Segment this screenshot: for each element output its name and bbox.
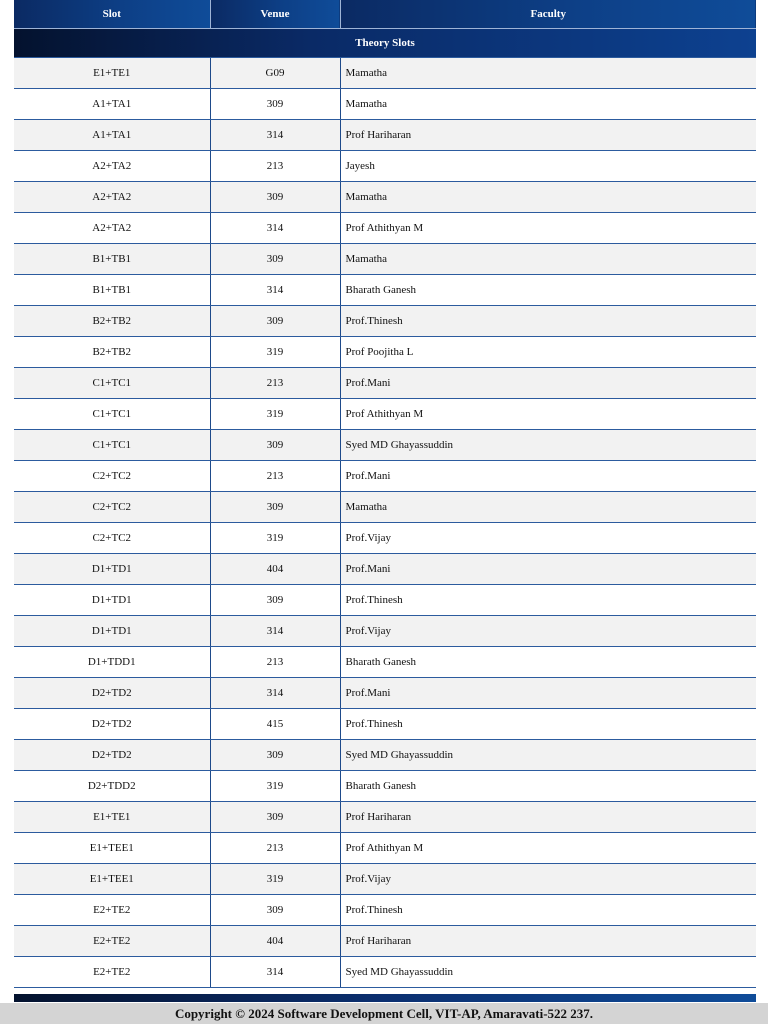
slot-cell: E1+TEE1 (14, 864, 210, 895)
faculty-cell: Prof.Thinesh (340, 306, 756, 337)
table-row (14, 213, 756, 244)
slot-cell: D2+TD2 (14, 678, 210, 709)
footer-copyright: Copyright © 2024 Software Development Cell, VIT-AP, Amaravati-522 237. (0, 1003, 768, 1024)
slot-cell: A1+TA1 (14, 120, 210, 151)
slot-cell: C1+TC1 (14, 430, 210, 461)
faculty-cell: Bharath Ganesh (340, 771, 756, 802)
table-row (14, 771, 756, 802)
venue-column-header: Venue (210, 0, 340, 29)
slot-cell: E2+TE2 (14, 895, 210, 926)
venue-cell: 319 (210, 523, 340, 554)
table-row (14, 275, 756, 306)
venue-cell: 213 (210, 833, 340, 864)
venue-cell: 309 (210, 430, 340, 461)
slot-cell: E1+TE1 (14, 802, 210, 833)
slot-cell: E1+TE1 (14, 58, 210, 89)
venue-cell: G09 (210, 58, 340, 89)
slot-column-header: Slot (14, 0, 210, 29)
table-row (14, 678, 756, 709)
slot-cell: A2+TA2 (14, 213, 210, 244)
slot-cell: A2+TA2 (14, 182, 210, 213)
faculty-cell: Prof Hariharan (340, 926, 756, 957)
table-body (14, 29, 756, 988)
table-bottom-bar (14, 994, 756, 1002)
table-row (14, 430, 756, 461)
faculty-cell: Mamatha (340, 244, 756, 275)
slot-cell: D2+TD2 (14, 740, 210, 771)
venue-cell: 309 (210, 740, 340, 771)
slot-cell: D2+TD2 (14, 709, 210, 740)
faculty-cell: Prof.Mani (340, 461, 756, 492)
venue-cell: 213 (210, 647, 340, 678)
venue-cell: 404 (210, 926, 340, 957)
section-title-theory-slots: Theory Slots (14, 29, 756, 58)
faculty-cell: Prof Hariharan (340, 802, 756, 833)
venue-cell: 213 (210, 461, 340, 492)
venue-cell: 309 (210, 89, 340, 120)
faculty-cell: Prof Poojitha L (340, 337, 756, 368)
faculty-cell: Prof Hariharan (340, 120, 756, 151)
faculty-cell: Prof.Thinesh (340, 585, 756, 616)
faculty-cell: Mamatha (340, 492, 756, 523)
venue-cell: 415 (210, 709, 340, 740)
faculty-cell: Prof Athithyan M (340, 833, 756, 864)
table-row (14, 647, 756, 678)
venue-cell: 404 (210, 554, 340, 585)
venue-cell: 309 (210, 306, 340, 337)
venue-cell: 309 (210, 182, 340, 213)
table-row (14, 554, 756, 585)
faculty-cell: Syed MD Ghayassuddin (340, 957, 756, 988)
venue-cell: 213 (210, 151, 340, 182)
section-row (14, 29, 756, 58)
faculty-cell: Prof Athithyan M (340, 399, 756, 430)
table-row (14, 306, 756, 337)
faculty-cell: Prof.Vijay (340, 864, 756, 895)
slot-cell: D1+TD1 (14, 554, 210, 585)
venue-cell: 314 (210, 213, 340, 244)
venue-cell: 314 (210, 275, 340, 306)
faculty-cell: Prof.Mani (340, 678, 756, 709)
slot-cell: E2+TE2 (14, 926, 210, 957)
table-row (14, 492, 756, 523)
faculty-slot-table (14, 0, 756, 988)
slot-cell: A1+TA1 (14, 89, 210, 120)
table-row (14, 523, 756, 554)
venue-cell: 309 (210, 802, 340, 833)
venue-cell: 309 (210, 585, 340, 616)
slot-cell: D1+TDD1 (14, 647, 210, 678)
table-row (14, 926, 756, 957)
table-row (14, 740, 756, 771)
table-row (14, 802, 756, 833)
table-row (14, 461, 756, 492)
venue-cell: 314 (210, 616, 340, 647)
slot-cell: C2+TC2 (14, 492, 210, 523)
venue-cell: 319 (210, 399, 340, 430)
faculty-cell: Syed MD Ghayassuddin (340, 740, 756, 771)
table-row (14, 833, 756, 864)
table-row (14, 585, 756, 616)
faculty-cell: Bharath Ganesh (340, 275, 756, 306)
slot-cell: C2+TC2 (14, 461, 210, 492)
venue-cell: 314 (210, 957, 340, 988)
faculty-cell: Prof.Vijay (340, 616, 756, 647)
table-row (14, 399, 756, 430)
slot-cell: E2+TE2 (14, 957, 210, 988)
venue-cell: 319 (210, 771, 340, 802)
table-header (14, 0, 756, 29)
faculty-cell: Jayesh (340, 151, 756, 182)
table-row (14, 89, 756, 120)
venue-cell: 319 (210, 864, 340, 895)
venue-cell: 309 (210, 895, 340, 926)
faculty-cell: Mamatha (340, 89, 756, 120)
slot-cell: C1+TC1 (14, 368, 210, 399)
venue-cell: 319 (210, 337, 340, 368)
table-row (14, 58, 756, 89)
slot-cell: A2+TA2 (14, 151, 210, 182)
slot-cell: D2+TDD2 (14, 771, 210, 802)
table-row (14, 709, 756, 740)
slot-cell: C1+TC1 (14, 399, 210, 430)
faculty-cell: Bharath Ganesh (340, 647, 756, 678)
table-row (14, 120, 756, 151)
table-row (14, 368, 756, 399)
table-row (14, 616, 756, 647)
faculty-cell: Syed MD Ghayassuddin (340, 430, 756, 461)
venue-cell: 314 (210, 678, 340, 709)
faculty-cell: Prof.Mani (340, 554, 756, 585)
faculty-column-header: Faculty (340, 0, 756, 29)
faculty-cell: Prof.Mani (340, 368, 756, 399)
table-row (14, 337, 756, 368)
slot-cell: B2+TB2 (14, 337, 210, 368)
slot-cell: D1+TD1 (14, 616, 210, 647)
slot-cell: E1+TEE1 (14, 833, 210, 864)
table-row (14, 244, 756, 275)
slot-cell: B1+TB1 (14, 275, 210, 306)
table-row (14, 895, 756, 926)
timetable-container (14, 0, 756, 988)
venue-cell: 314 (210, 120, 340, 151)
table-row (14, 864, 756, 895)
slot-cell: B2+TB2 (14, 306, 210, 337)
table-row (14, 182, 756, 213)
faculty-cell: Prof.Vijay (340, 523, 756, 554)
header-row (14, 0, 756, 29)
faculty-cell: Prof.Thinesh (340, 709, 756, 740)
venue-cell: 213 (210, 368, 340, 399)
slot-cell: D1+TD1 (14, 585, 210, 616)
venue-cell: 309 (210, 492, 340, 523)
faculty-cell: Mamatha (340, 182, 756, 213)
faculty-cell: Prof.Thinesh (340, 895, 756, 926)
table-row (14, 151, 756, 182)
table-row (14, 957, 756, 988)
faculty-cell: Mamatha (340, 58, 756, 89)
slot-cell: B1+TB1 (14, 244, 210, 275)
slot-cell: C2+TC2 (14, 523, 210, 554)
faculty-cell: Prof Athithyan M (340, 213, 756, 244)
venue-cell: 309 (210, 244, 340, 275)
